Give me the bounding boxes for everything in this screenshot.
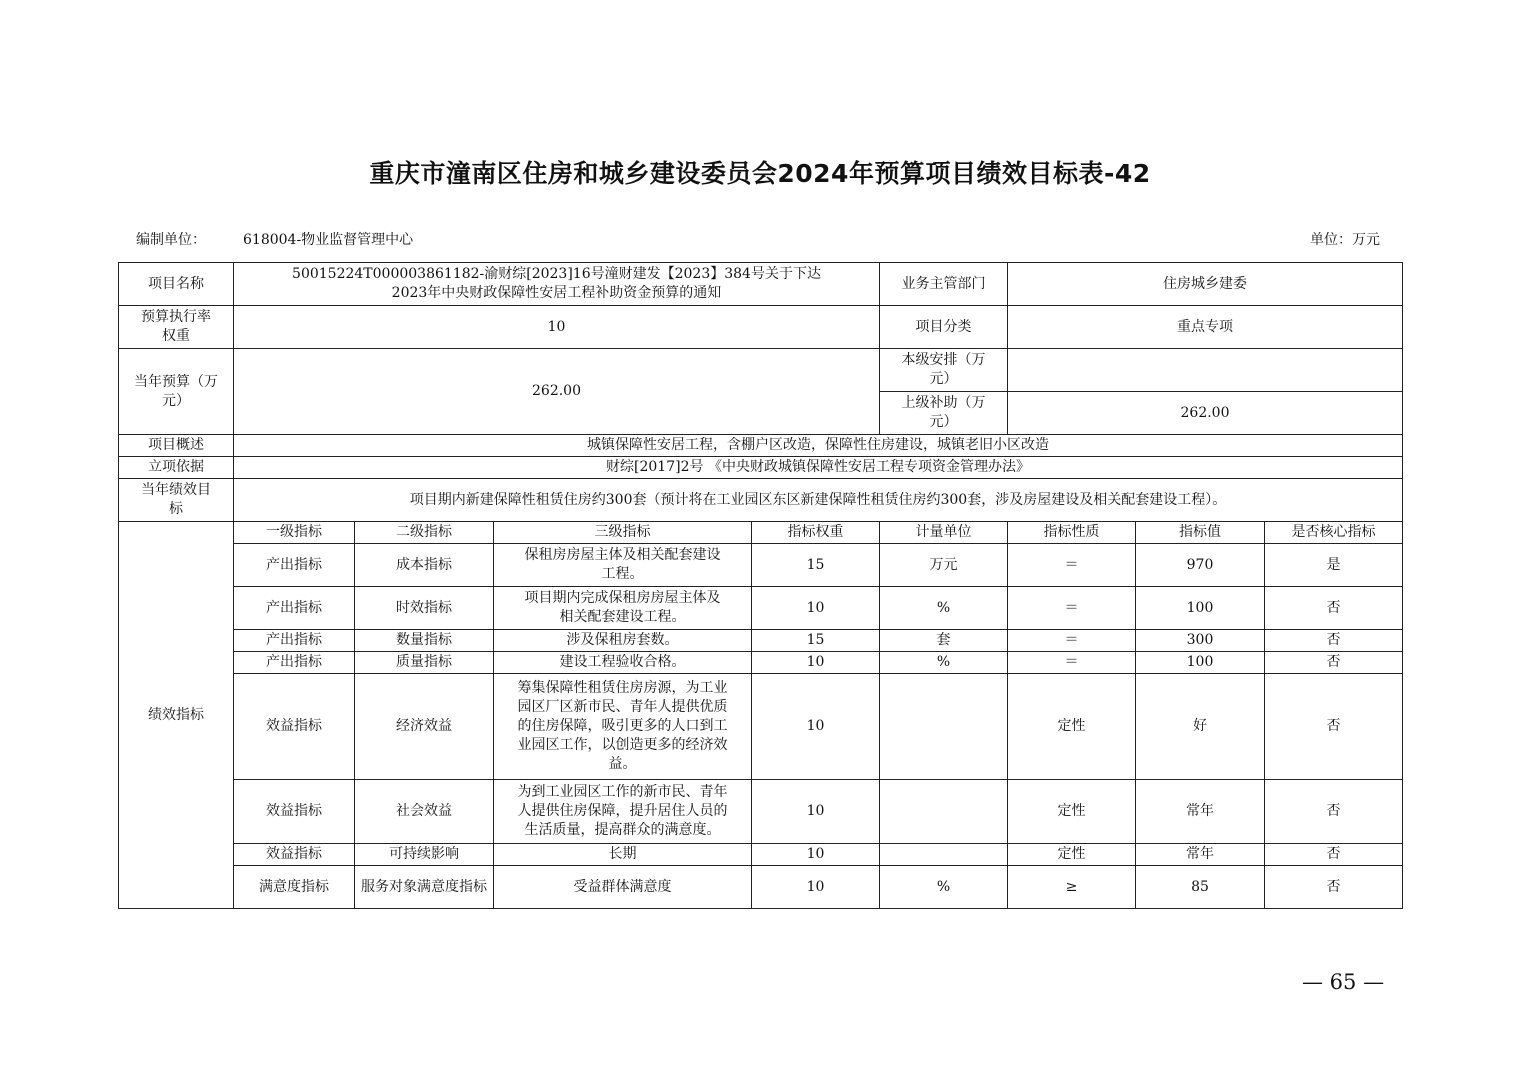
project-name-row — [119, 263, 1403, 306]
column-header: 指标权重 — [752, 522, 880, 544]
goal-label — [119, 479, 234, 522]
level1-cell: 满意度指标 — [234, 866, 355, 909]
level2-cell: 成本指标 — [355, 544, 494, 587]
value-cell: 100 — [1136, 652, 1265, 674]
label-line: 当年绩效目 — [141, 482, 211, 498]
value-cell: 常年 — [1136, 780, 1265, 844]
weight-row — [119, 306, 1403, 349]
local-budget-label — [880, 349, 1008, 392]
column-header: 计量单位 — [880, 522, 1008, 544]
level1-cell: 效益指标 — [234, 844, 355, 866]
level3-line: 生活质量，提高群众的满意度。 — [524, 822, 721, 838]
level1-cell: 产出指标 — [234, 544, 355, 587]
goal-value: 项目期内新建保障性租赁住房约300套（预计将在工业园区东区新建保障性租赁住房约300套，涉及房屋建设及相关配套建设工程）。 — [234, 479, 1403, 522]
level3-line: 业园区工作，以创造更多的经济效 — [517, 737, 728, 753]
label-line: 预算执行率 — [141, 309, 211, 325]
level3-line: 工程。 — [601, 566, 644, 582]
level3-cell — [494, 544, 752, 587]
basis-label: 立项依据 — [119, 457, 234, 479]
goal-row — [119, 479, 1403, 522]
weight-value: 10 — [234, 306, 880, 349]
budget-value: 262.00 — [234, 349, 880, 435]
unit-cell — [880, 674, 1008, 780]
upper-subsidy-label — [880, 392, 1008, 435]
unit-cell: 万元 — [880, 544, 1008, 587]
level3-line: 筹集保障性租赁住房房源，为工业 — [517, 680, 728, 696]
indicator-row — [119, 844, 1403, 866]
level3-cell — [494, 652, 752, 674]
nature-cell: ＝ — [1008, 652, 1136, 674]
weight-cell: 10 — [752, 652, 880, 674]
indicator-row — [119, 780, 1403, 844]
level3-line: 涉及保租房套数。 — [566, 632, 679, 648]
page-title: 重庆市潼南区住房和城乡建设委员会2024年预算项目绩效目标表-42 — [369, 159, 1151, 188]
nature-cell: ＝ — [1008, 630, 1136, 652]
indicator-header-row — [119, 522, 1403, 544]
basis-value: 财综[2017]2号 《中央财政城镇保障性安居工程专项资金管理办法》 — [234, 457, 1403, 479]
level3-cell — [494, 844, 752, 866]
label-line: 元） — [162, 392, 190, 409]
column-header: 二级指标 — [355, 522, 494, 544]
level3-cell — [494, 630, 752, 652]
project-name-value — [234, 263, 880, 306]
column-header: 一级指标 — [234, 522, 355, 544]
level2-cell: 时效指标 — [355, 587, 494, 630]
upper-subsidy-value: 262.00 — [1008, 392, 1403, 435]
dept-value: 住房城乡建委 — [1008, 263, 1403, 306]
budget-label — [119, 349, 234, 435]
level3-line: 人提供住房保障，提升居住人员的 — [517, 803, 728, 819]
basis-row — [119, 457, 1403, 479]
currency-unit: 单位：万元 — [1310, 232, 1380, 248]
weight-cell: 10 — [752, 844, 880, 866]
level3-line: 长期 — [608, 846, 637, 862]
level3-line: 保租房房屋主体及相关配套建设 — [524, 547, 721, 563]
unit-cell: % — [880, 587, 1008, 630]
compile-unit-label: 编制单位： — [136, 232, 206, 248]
label-line: 权重 — [162, 328, 190, 344]
weight-cell: 10 — [752, 587, 880, 630]
value-cell: 970 — [1136, 544, 1265, 587]
unit-cell — [880, 844, 1008, 866]
core-cell: 是 — [1265, 544, 1403, 587]
level3-line: 园区厂区新市民、青年人提供优质 — [517, 699, 728, 715]
value-cell: 100 — [1136, 587, 1265, 630]
level1-cell: 产出指标 — [234, 652, 355, 674]
core-cell: 否 — [1265, 674, 1403, 780]
level3-line: 项目期内完成保租房房屋主体及 — [524, 590, 721, 606]
level2-cell: 可持续影响 — [355, 844, 494, 866]
level3-line: 为到工业园区工作的新市民、青年 — [517, 784, 728, 800]
level2-cell: 社会效益 — [355, 780, 494, 844]
level2-cell: 数量指标 — [355, 630, 494, 652]
overview-label: 项目概述 — [119, 435, 234, 457]
dept-label: 业务主管部门 — [880, 263, 1008, 306]
category-label: 项目分类 — [880, 306, 1008, 349]
nature-cell: 定性 — [1008, 674, 1136, 780]
core-cell: 否 — [1265, 844, 1403, 866]
label-line: 元） — [929, 371, 958, 387]
nature-cell: 定性 — [1008, 780, 1136, 844]
level3-cell — [494, 674, 752, 780]
page-number: — 65 — — [1302, 970, 1385, 994]
label-line: 元） — [929, 414, 958, 430]
indicator-row — [119, 630, 1403, 652]
nature-cell: 定性 — [1008, 844, 1136, 866]
label-line: 当年预算（万 — [134, 373, 218, 390]
indicator-row — [119, 652, 1403, 674]
core-cell: 否 — [1265, 866, 1403, 909]
indicator-row — [119, 866, 1403, 909]
level2-cell: 服务对象满意度指标 — [355, 866, 494, 909]
level2-cell: 质量指标 — [355, 652, 494, 674]
core-cell: 否 — [1265, 780, 1403, 844]
label-line: 上级补助（万 — [901, 395, 986, 411]
unit-cell — [880, 780, 1008, 844]
unit-cell: 套 — [880, 630, 1008, 652]
indicator-row — [119, 674, 1403, 780]
local-budget-value — [1008, 349, 1403, 392]
weight-label — [119, 306, 234, 349]
level1-cell: 产出指标 — [234, 630, 355, 652]
compile-unit-value: 618004-物业监督管理中心 — [243, 232, 414, 248]
weight-cell: 15 — [752, 544, 880, 587]
unit-cell: % — [880, 866, 1008, 909]
weight-cell: 15 — [752, 630, 880, 652]
level3-line: 相关配套建设工程。 — [559, 609, 686, 625]
nature-cell: ≥ — [1008, 866, 1136, 909]
column-header: 三级指标 — [494, 522, 752, 544]
indicator-row — [119, 544, 1403, 587]
level3-cell — [494, 866, 752, 909]
column-header: 是否核心指标 — [1265, 522, 1403, 544]
level1-cell: 效益指标 — [234, 780, 355, 844]
project-name-line: 2023年中央财政保障性安居工程补助资金预算的通知 — [391, 285, 722, 301]
performance-table — [118, 262, 1403, 909]
budget-row — [119, 349, 1403, 392]
weight-cell: 10 — [752, 780, 880, 844]
column-header: 指标性质 — [1008, 522, 1136, 544]
level3-line: 受益群体满意度 — [573, 878, 672, 895]
level3-line: 益。 — [608, 756, 637, 772]
overview-row — [119, 435, 1403, 457]
level3-line: 的住房保障，吸引更多的人口到工 — [517, 718, 728, 734]
overview-value: 城镇保障性安居工程，含棚户区改造，保障性住房建设，城镇老旧小区改造 — [234, 435, 1403, 457]
weight-cell: 10 — [752, 866, 880, 909]
core-cell: 否 — [1265, 587, 1403, 630]
value-cell: 85 — [1136, 866, 1265, 909]
label-line: 本级安排（万 — [901, 352, 986, 368]
level1-cell: 产出指标 — [234, 587, 355, 630]
project-name-line: 50015224T000003861182-渝财综[2023]16号潼财建发【2023】384号关于下达 — [292, 266, 821, 282]
indicator-section-label: 绩效指标 — [119, 522, 234, 909]
nature-cell: ＝ — [1008, 587, 1136, 630]
category-value: 重点专项 — [1008, 306, 1403, 349]
level1-cell: 效益指标 — [234, 674, 355, 780]
label-line: 标 — [169, 501, 183, 517]
nature-cell: ＝ — [1008, 544, 1136, 587]
indicator-row — [119, 587, 1403, 630]
project-name-label: 项目名称 — [119, 263, 234, 306]
value-cell: 好 — [1136, 674, 1265, 780]
unit-cell: % — [880, 652, 1008, 674]
level3-cell — [494, 587, 752, 630]
level2-cell: 经济效益 — [355, 674, 494, 780]
level3-cell — [494, 780, 752, 844]
column-header: 指标值 — [1136, 522, 1265, 544]
value-cell: 常年 — [1136, 844, 1265, 866]
value-cell: 300 — [1136, 630, 1265, 652]
core-cell: 否 — [1265, 652, 1403, 674]
level3-line: 建设工程验收合格。 — [559, 654, 686, 670]
weight-cell: 10 — [752, 674, 880, 780]
core-cell: 否 — [1265, 630, 1403, 652]
